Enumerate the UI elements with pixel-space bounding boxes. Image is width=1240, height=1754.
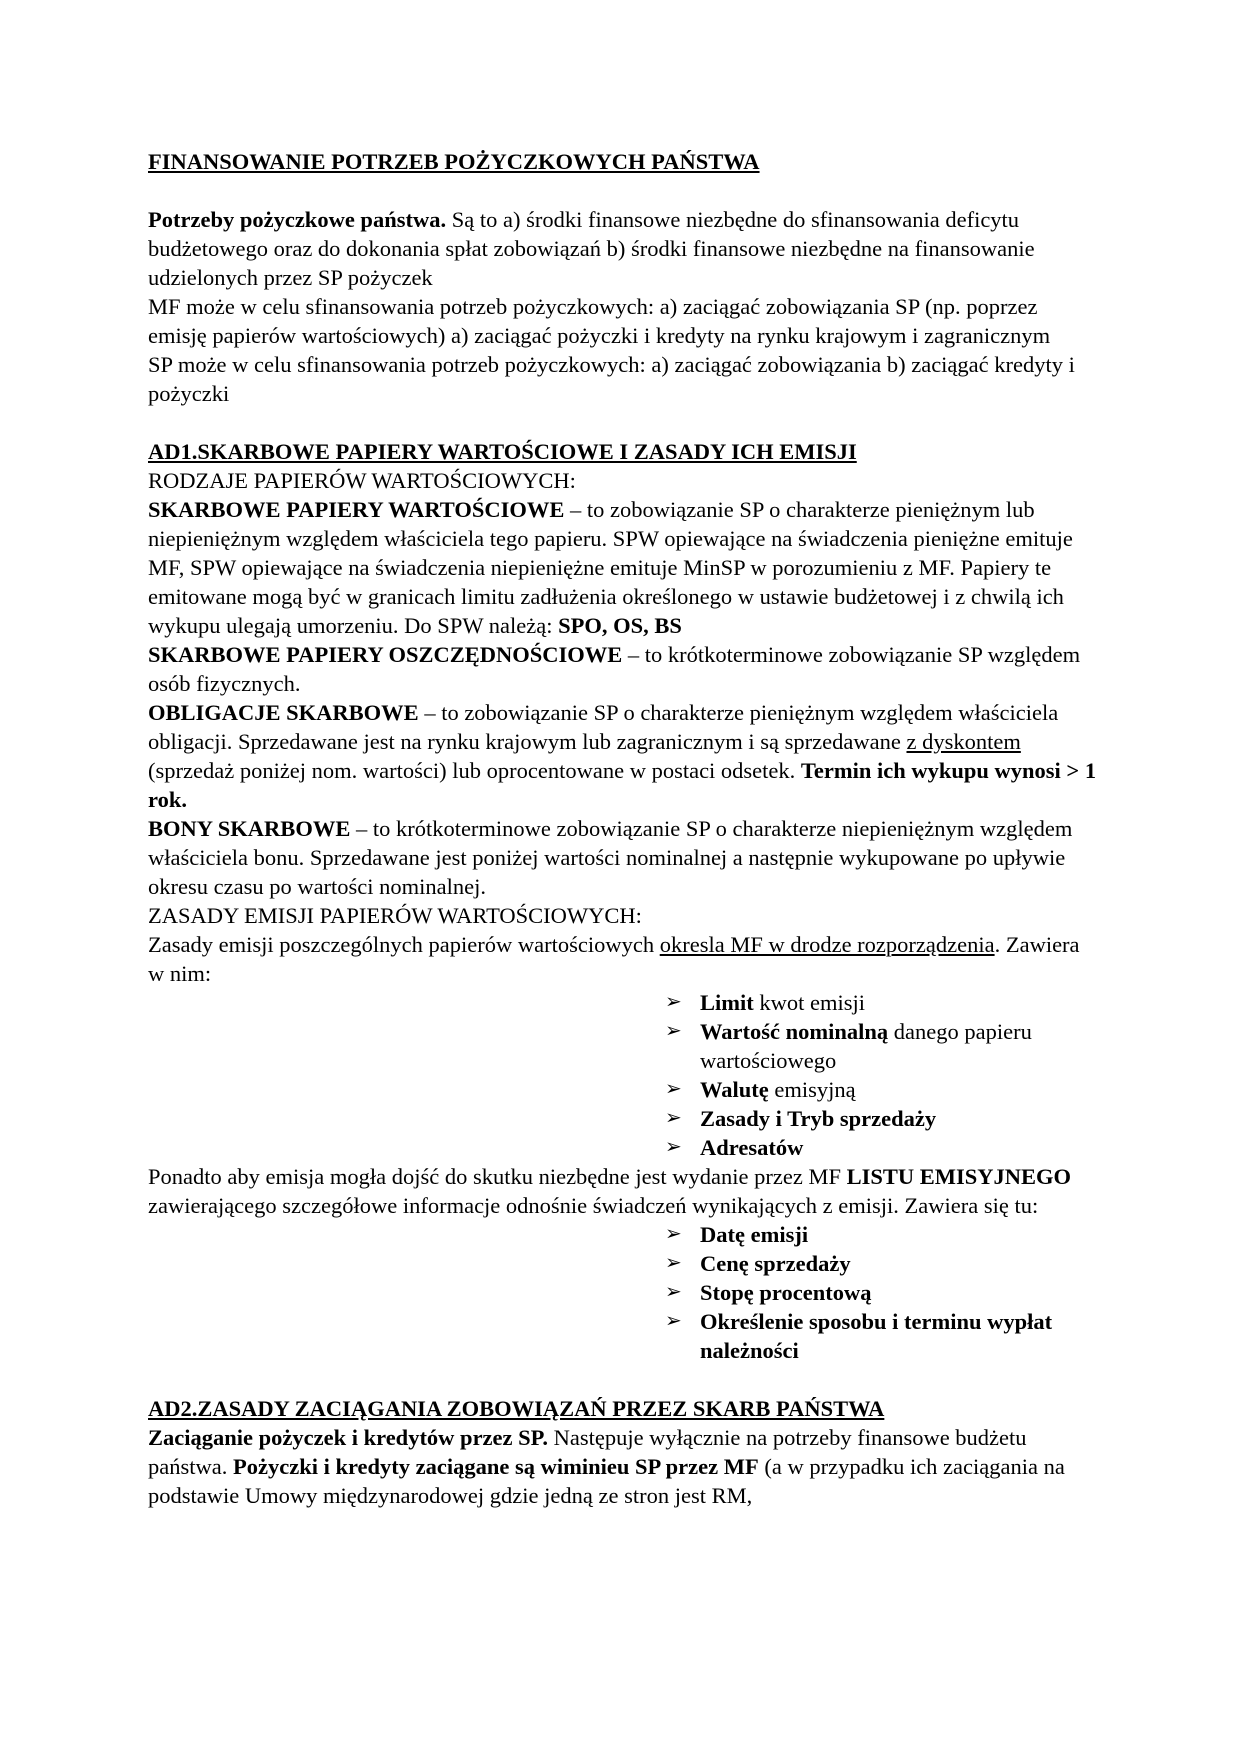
bs-paragraph [148,814,1098,901]
intro-definition: Są to a) środki finansowe niezbędne do sfinansowania deficytu budżetowego oraz do dokonania spłat zobowiązań b) środki finansowe niezbędne na finansowanie udzielonych przez SP pożyczek [148,207,1035,290]
os-paragraph [148,698,1098,814]
os-definition-1: – to zobowiązanie SP o charakterze pieniężnym względem właściciela obligacji. Sprzedawane jest na rynku krajowym lub zagranicznym i są sprzedawane [148,700,1059,754]
rules-text-2: . Zawiera w nim: [148,932,1080,986]
os-discount-term: z dyskontem [906,729,1021,754]
loans-text-2: (a w przypadku ich zaciągania na podstawie Umowy międzynarodowej gdzie jedną ze stron jest RM, [148,1454,1065,1508]
list-item-bold: Zasady i Tryb sprzedaży [700,1106,937,1131]
letter-text-1: Ponadto aby emisja mogła dojść do skutku niezbędne jest wydanie przez MF [148,1164,847,1189]
list-item [663,988,1083,1017]
spw-paragraph [148,495,1098,640]
spw-term: SKARBOWE PAPIERY WARTOŚCIOWE [148,497,565,522]
list-item-bold: Datę emisji [700,1222,809,1247]
letter-term: LISTU EMISYJNEGO [846,1164,1072,1189]
intro-paragraph-2: MF może w celu sfinansowania potrzeb pożyczkowych: a) zaciągać zobowiązania SP (np. poprzez emisję papierów wartościowych) a) zaciągać pożyczki i kredyty na rynku krajowym i zagranicznym [148,294,1051,348]
section-2-heading: AD2.ZASADY ZACIĄGANIA ZOBOWIĄZAŃ PRZEZ SKARB PAŃSTWA [148,1396,885,1421]
intro-paragraph-3: SP może w celu sfinansowania potrzeb pożyczkowych: a) zaciągać zobowiązania b) zaciągać kredyty i pożyczki [148,352,1075,406]
types-subheading: RODZAJE PAPIERÓW WARTOŚCIOWYCH: [148,468,576,493]
arrow-bullet-icon: ➢ [665,1281,682,1303]
rules-text-1: Zasady emisji poszczególnych papierów wartościowych [148,932,660,957]
list-item [663,1249,1083,1278]
letter-paragraph [148,1162,1098,1220]
spo-term: SKARBOWE PAPIERY OSZCZĘDNOŚCIOWE [148,642,623,667]
list-item-bold: Wartość nominalną [700,1019,889,1044]
list-item [663,1220,1083,1249]
loans-term: Zaciąganie pożyczek i kredytów przez SP. [148,1425,548,1450]
list-item [663,1278,1083,1307]
list-item [663,1075,1083,1104]
spw-definition: – to zobowiązanie SP o charakterze pieniężnym lub niepieniężnym względem właściciela tego papieru. SPW opiewające na świadczenia pieniężne emituje MF, SPW opiewające na świadczenia niepieniężne emituje MinSP w porozumieniu z MF. Papiery te emitowane mogą być w granicach limitu zadłużenia określonego w ustawie budżetowej i z chwilą ich wykupu ulegają umorzeniu. Do SPW należą: [148,497,1073,638]
arrow-bullet-icon: ➢ [665,1020,682,1042]
os-term-length: Termin ich wykupu wynosi > 1 rok. [148,758,1097,812]
list-item [663,1104,1083,1133]
arrow-bullet-icon: ➢ [665,1310,682,1332]
intro-term: Potrzeby pożyczkowe państwa. [148,207,447,232]
rules-subheading: ZASADY EMISJI PAPIERÓW WARTOŚCIOWYCH: [148,903,642,928]
rules-list [663,988,1083,1162]
list-item [663,1307,1083,1365]
letter-list [663,1220,1083,1365]
spo-definition: – to krótkoterminowe zobowiązanie SP względem osób fizycznych. [148,642,1081,696]
list-item-bold: Limit [700,990,754,1015]
letter-text-2: zawierającego szczegółowe informacje odnośnie świadczeń wynikających z emisji. Zawiera się tu: [148,1193,1039,1218]
bs-definition: – to krótkoterminowe zobowiązanie SP o charakterze niepieniężnym względem właściciela bonu. Sprzedawane jest poniżej wartości nominalnej a następnie wykupowane po upływie okresu czasu po wartości nominalnej. [148,816,1073,899]
list-item-bold: Adresatów [700,1135,804,1160]
list-item-bold: Walutę [700,1077,769,1102]
os-definition-2: (sprzedaż poniżej nom. wartości) lub oprocentowane w postaci odsetek. [148,758,801,783]
list-item-text: emisyjną [768,1077,856,1102]
list-item-bold: Stopę procentową [700,1280,872,1305]
document-body [148,147,1098,1510]
rules-underlined: okresla MF w drodze rozporządzenia [659,932,995,957]
spw-list: SPO, OS, BS [558,613,682,638]
arrow-bullet-icon: ➢ [665,1078,682,1100]
arrow-bullet-icon: ➢ [665,1136,682,1158]
arrow-bullet-icon: ➢ [665,1252,682,1274]
arrow-bullet-icon: ➢ [665,1223,682,1245]
bs-term: BONY SKARBOWE [148,816,351,841]
arrow-bullet-icon: ➢ [665,1107,682,1129]
intro-paragraph-1 [148,205,1098,292]
document-title: FINANSOWANIE POTRZEB POŻYCZKOWYCH PAŃSTWA [148,149,760,174]
list-item-bold: Cenę sprzedaży [700,1251,851,1276]
loans-term-2: Pożyczki i kredyty zaciągane są wiminieu SP przez MF [232,1454,759,1479]
os-term: OBLIGACJE SKARBOWE [148,700,419,725]
list-item-text: danego papieru wartościowego [700,1019,1032,1073]
list-item-text: kwot emisji [753,990,865,1015]
list-item-bold: Określenie sposobu i terminu wypłat należności [700,1309,1053,1363]
loans-paragraph [148,1423,1098,1510]
arrow-bullet-icon: ➢ [665,991,682,1013]
loans-text-1: Następuje wyłącznie na potrzeby finansowe budżetu państwa. [148,1425,1027,1479]
section-1-heading: AD1.SKARBOWE PAPIERY WARTOŚCIOWE I ZASADY ICH EMISJI [148,439,857,464]
list-item [663,1017,1083,1075]
list-item [663,1133,1083,1162]
spo-paragraph [148,640,1098,698]
rules-paragraph [148,930,1098,988]
